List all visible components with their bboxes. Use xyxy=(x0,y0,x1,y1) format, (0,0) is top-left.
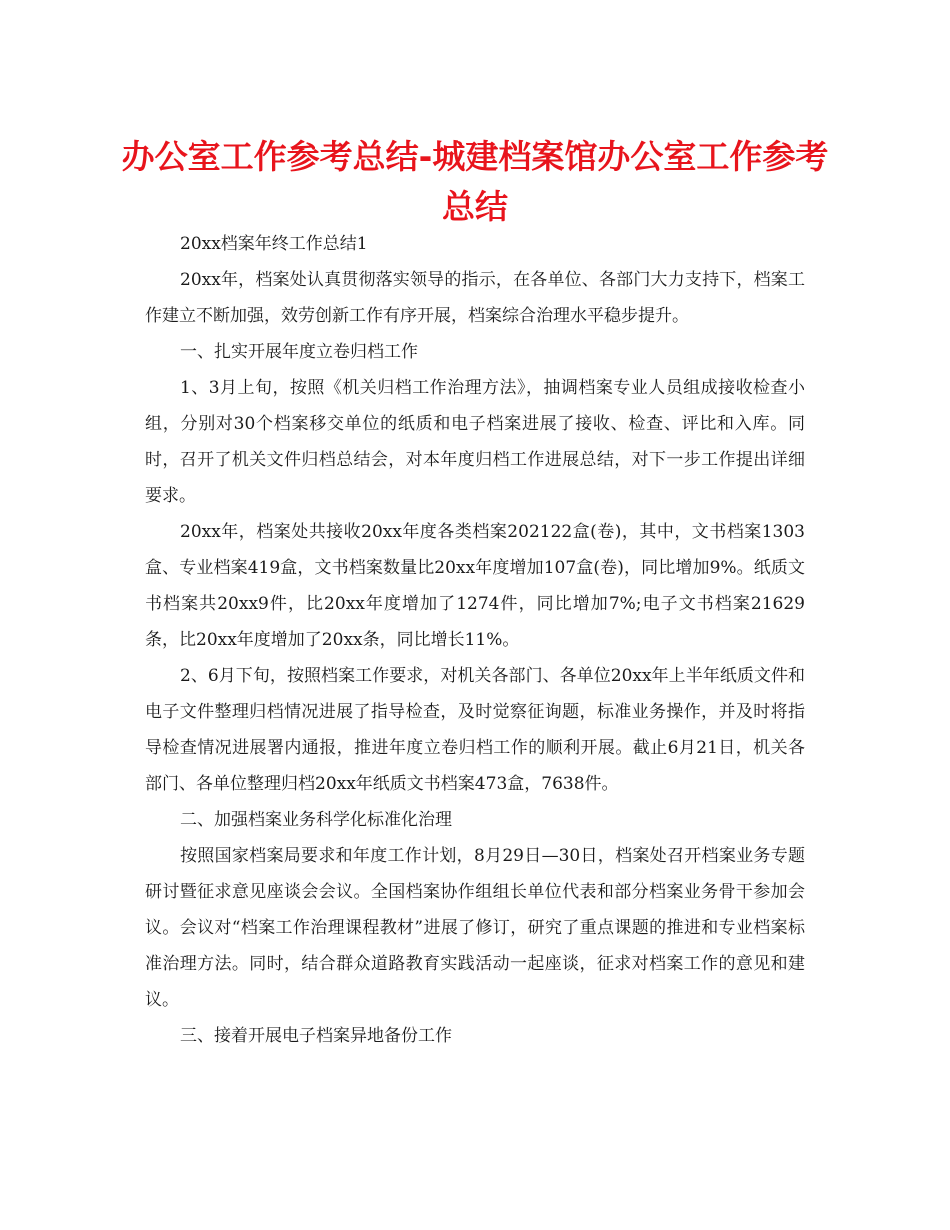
section-heading-2: 二、加强档案业务科学化标准化治理 xyxy=(180,810,452,830)
intro-paragraph: 20xx年，档案处认真贯彻落实领导的指示，在各单位、各部门大力支持下，档案工作建立不断加强，效劳创新工作有序开展，档案综合治理水平稳步提升。 xyxy=(145,270,805,326)
section-heading-1: 一、扎实开展年度立卷归档工作 xyxy=(180,342,418,362)
body-paragraph: 2、6月下旬，按照档案工作要求，对机关各部门、各单位20xx年上半年纸质文件和电子文件整理归档情况进展了指导检查，及时觉察征询题，标准业务操作，并及时将指导检查情况进展署内通报，推进年度立卷归档工作的顺利开展。截止6月21日，机关各部门、各单位整理归档20xx年纸质文书档案473盒，7638件。 xyxy=(145,666,805,794)
body-paragraph: 20xx年，档案处共接收20xx年度各类档案202122盒(卷)，其中，文书档案1303盒、专业档案419盒，文书档案数量比20xx年度增加107盒(卷)，同比增加9%。纸质文书档案共20xx9件，比20xx年度增加了1274件，同比增加7%;电子文书档案21629条，比20xx年度增加了20xx条，同比增长11%。 xyxy=(145,522,805,650)
body-paragraph: 1、3月上旬，按照《机关归档工作治理方法》，抽调档案专业人员组成接收检查小组，分别对30个档案移交单位的纸质和电子档案进展了接收、检查、评比和入库。同时，召开了机关文件归档总结会，对本年度归档工作进展总结，对下一步工作提出详细要求。 xyxy=(145,378,805,506)
section-heading-3: 三、接着开展电子档案异地备份工作 xyxy=(180,1026,452,1046)
document-title: 办公室工作参考总结-城建档案馆办公室工作参考总结 xyxy=(121,137,829,226)
document-body xyxy=(145,226,805,1054)
body-paragraph: 按照国家档案局要求和年度工作计划，8月29日—30日，档案处召开档案业务专题研讨暨征求意见座谈会会议。全国档案协作组组长单位代表和部分档案业务骨干参加会议。会议对“档案工作治理课程教材”进展了修订，研究了重点课题的推进和专业档案标准治理方法。同时，结合群众道路教育实践活动一起座谈，征求对档案工作的意见和建议。 xyxy=(145,846,805,1010)
subtitle-line: 20xx档案年终工作总结1 xyxy=(180,234,368,254)
